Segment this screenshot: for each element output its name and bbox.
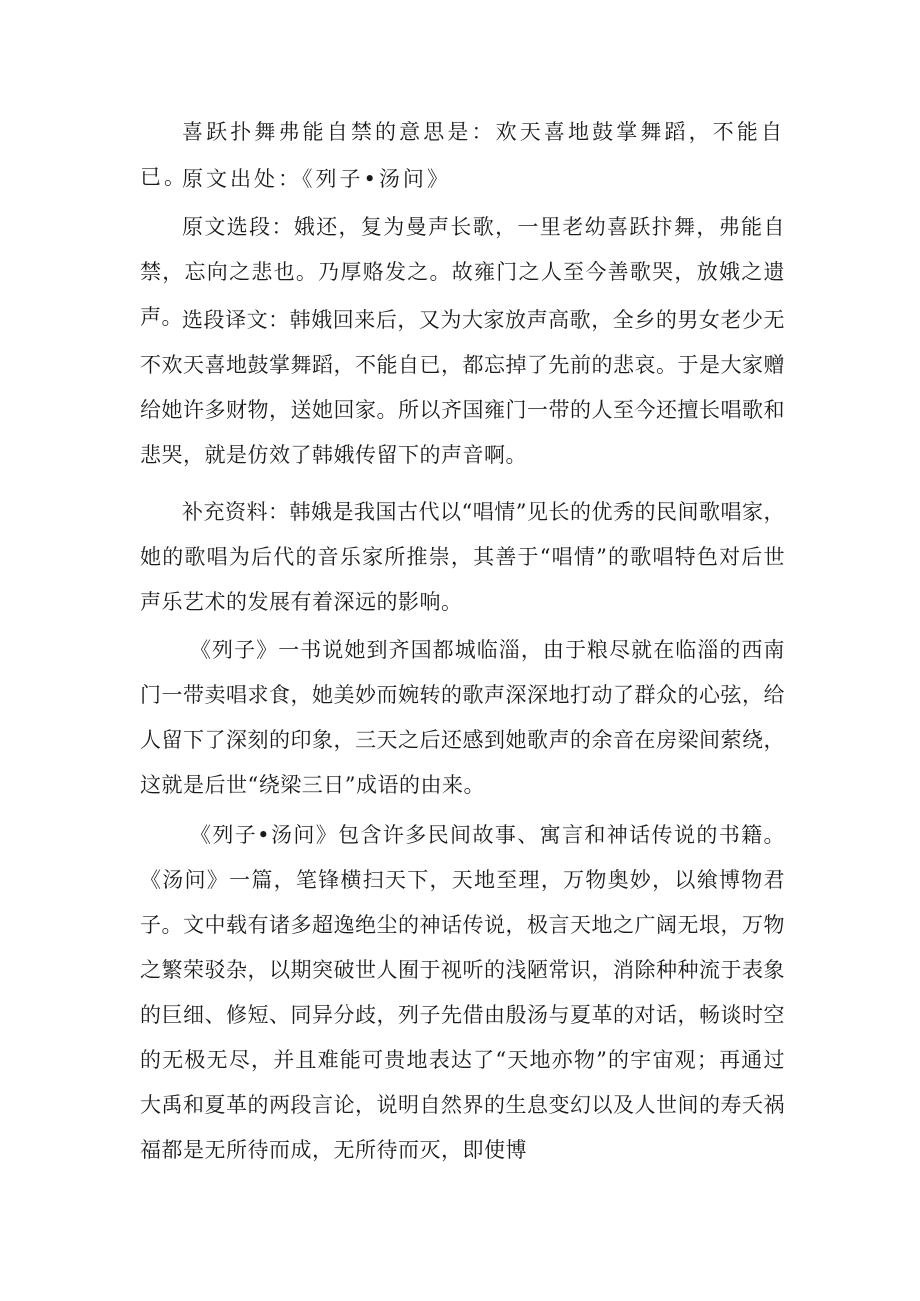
paragraph-liezi-story: 《列子》一书说她到齐国都城临淄，由于粮尽就在临淄的西南门一带卖唱求食，她美妙而婉转的歌声深深地打动了群众的心弦，给人留下了深刻的印象，三天之后还感到她歌声的余音在房梁间萦绕，这就是后世“绕梁三日”成语的由来。 (140, 638, 785, 797)
paragraph-supplement: 补充资料：韩娥是我国古代以“唱情”见长的优秀的民间歌唱家，她的歌唱为后代的音乐家所推崇，其善于“唱情”的歌唱特色对后世声乐艺术的发展有着深远的影响。 (140, 500, 785, 614)
paragraph-tangwen: 《列子•汤问》包含许多民间故事、寓言和神话传说的书籍。《汤问》一篇，笔锋横扫天下，天地至理，万物奥妙，以飨博物君子。文中载有诸多超逸绝尘的神话传说，极言天地之广阔无垠，万物之繁荣驳杂，以期突破世人囿于视听的浅陋常识，消除种种流于表象的巨细、修短、同异分歧，列子先借由殷汤与夏革的对话，畅谈时空的无极无尽，并且难能可贵地表达了“天地亦物”的宇宙观；再通过大禹和夏革的两段言论，说明自然界的生息变幻以及人世间的寿夭祸福都是无所待而成，无所待而灭，即使博 (140, 823, 785, 1162)
paragraph-meaning: 喜跃扑舞弗能自禁的意思是：欢天喜地鼓掌舞蹈，不能自已。 (140, 120, 785, 189)
paragraph-translation: 选段译文：韩娥回来后，又为大家放声高歌，全乡的男女老少无不欢天喜地鼓掌舞蹈，不能自已，都忘掉了先前的悲哀。于是大家赠给她许多财物，送她回家。所以齐国雍门一带的人至今还擅长唱歌和悲哭，就是仿效了韩娥传留下的声音啊。 (140, 308, 785, 467)
paragraph-source: 原文出处：《列子•汤问》 (182, 167, 451, 191)
paragraph-original-excerpt: 原文选段：娥还，复为曼声长歌，一里老幼喜跃抃舞，弗能自禁，忘向之悲也。乃厚赂发之。故雍门之人至今善歌哭，放娥之遗声。 (140, 215, 785, 329)
